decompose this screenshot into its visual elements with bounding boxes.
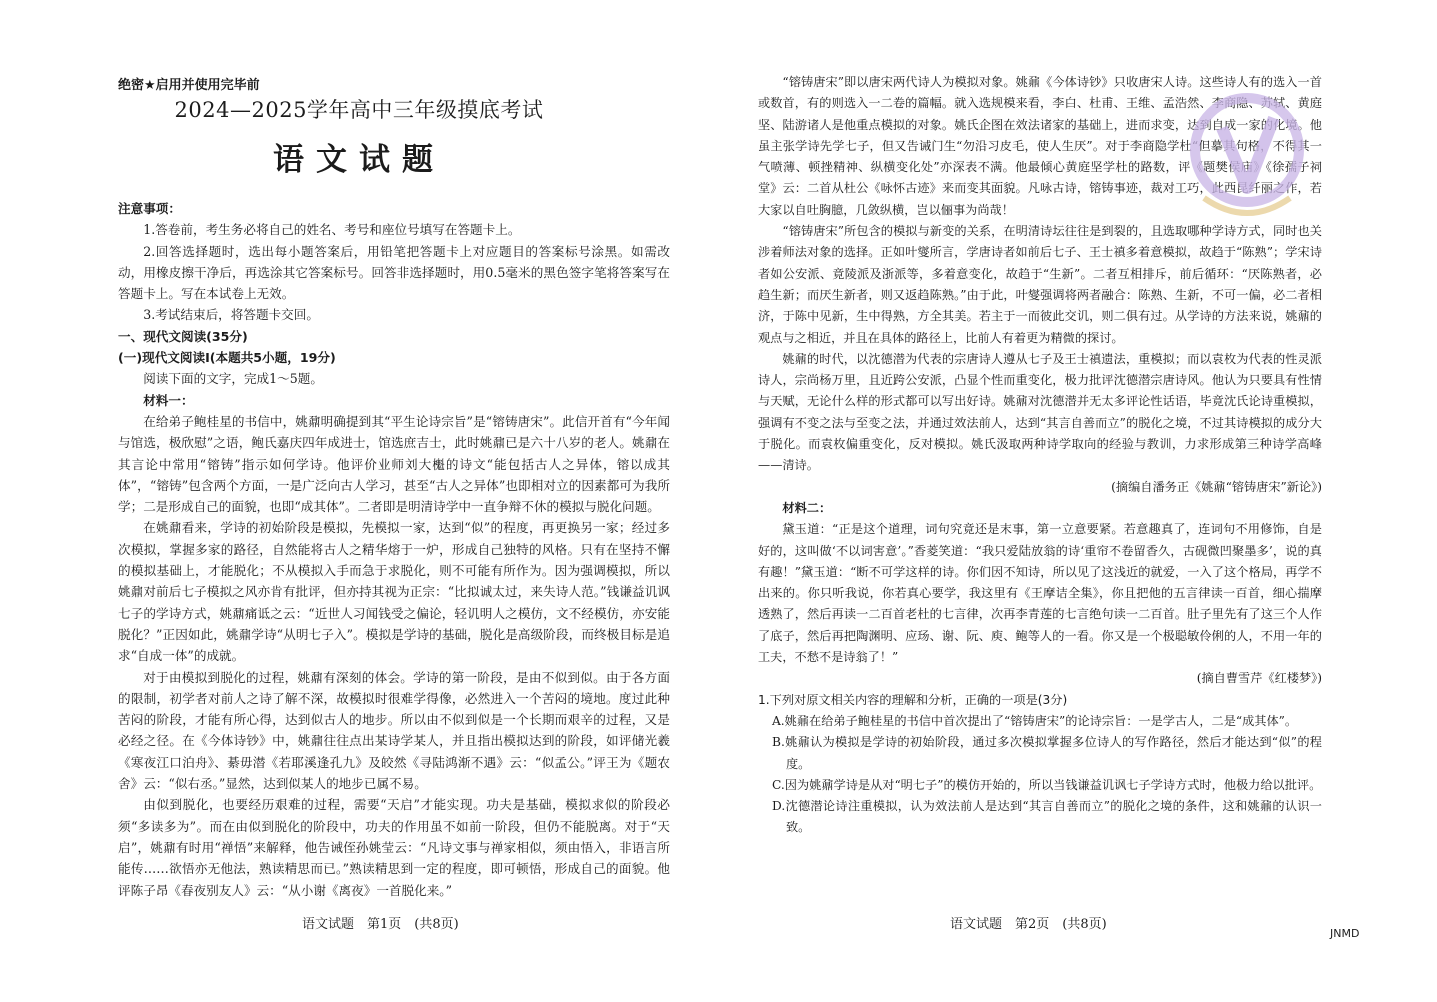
material-1-label: 材料一：	[143, 392, 194, 408]
exam-title: 2024—2025学年高中三年级摸底考试	[174, 98, 544, 122]
notice-item: 2.回答选择题时，选出每小题答案后，用铅笔把答题卡上对应题目的答案标号涂黑。如需改动，用橡皮擦干净后，再选涂其它答案标号。回答非选择题时，用0.5毫米的黑色签字笔将答案写在答题卡上。写在本试卷上无效。	[118, 243, 670, 302]
material-2-text: 黛玉道：“正是这个道理，词句究竟还是末事，第一立意要紧。若意趣真了，连词句不用修饰，自是好的，这叫做‘不以词害意’。”香菱笑道：“我只爱陆放翁的诗‘重帘不卷留香久，古砚微凹聚墨多’，说的真有趣！”黛玉道：“断不可学这样的诗。你们因不知诗，所以见了这浅近的就爱，一入了这个格局，再学不出来的。你只听我说，你若真心要学，我这里有《王摩诘全集》，你且把他的五言律读一百首，细心揣摩透熟了，然后再读一二百首老杜的七言律，次再李青莲的七言绝句读一二百首。肚子里先有了这三个人作了底子，然后再把陶渊明、应玚、谢、阮、庾、鲍等人的一看。你又是一个极聪敏伶俐的人，不用一年的工夫，不愁不是诗翁了！”	[758, 522, 1322, 665]
notice-item: 1.答卷前，考生务必将自己的姓名、考号和座位号填写在答题卡上。	[143, 222, 521, 238]
sub-heading: (一)现代文阅读Ⅰ(本题共5小题，19分)	[118, 350, 336, 366]
watermark-logo-icon	[1182, 88, 1312, 228]
question-option: C.因为姚鼐学诗是从对“明七子”的模仿开始的，所以当钱谦益讥讽七子学诗方式时，他极力给以批评。	[772, 777, 1322, 792]
page-2-footer: 语文试题 第2页 (共8页)	[950, 917, 1107, 932]
question-option: B.姚鼐认为模拟是学诗的初始阶段，通过多次模拟掌握多位诗人的写作路径，然后才能达到“似”的程度。	[772, 735, 1322, 771]
paragraph: “镕铸唐宋”所包含的模拟与新变的关系，在明清诗坛往往是到裂的，且选取哪种学诗方式，同时也关涉着师法对象的选择。正如叶燮所言，学唐诗者如前后七子、王士禛多着意模拟，故趋于“陈熟”；学宋诗者如公安派、竟陵派及浙派等，多着意变化，故趋于“生新”。二者互相排斥，前后循环：“厌陈熟者，必趋生新；而厌生新者，则又返趋陈熟。”由于此，叶燮强调将两者融合：陈熟、生新，不可一偏，必二者相济，于陈中见新，生中得熟，方全其美。若主于一而彼此交讥，则二俱有过。从学诗的方法来说，姚鼐的观点与之相近，并且在具体的路径上，比前人有着更为精微的探讨。	[758, 224, 1322, 345]
subject-title: 语文试题	[273, 142, 445, 178]
section-heading: 一、现代文阅读(35分)	[118, 328, 248, 344]
paragraph: 姚鼐的时代，以沈德潜为代表的宗唐诗人遵从七子及王士禛遗法，重模拟；而以袁枚为代表的性灵派诗人，宗尚杨万里，且近跨公安派，凸显个性而重变化，极力批评沈德潜宗唐诗风。他认为只要具有性情与天赋，无论什么样的形式都可以写出好诗。姚鼐对沈德潜并无太多评论性话语，毕竟沈氏论诗重模拟，强调有不变之法与至变之法，并通过效法前人，达到“其言自善而立”的脱化之境，不过其诗模拟的成分大于脱化。而袁枚偏重变化，反对模拟。姚氏汲取两种诗学取向的经验与教训，力求形成第三种诗学高峰——清诗。	[758, 351, 1322, 473]
corner-mark: JNMD	[1330, 927, 1360, 940]
paragraph: 在给弟子鲍桂星的书信中，姚鼐明确提到其“平生论诗宗旨”是“镕铸唐宋”。此信开首有“今年闻与馆选，极欣慰”之语，鲍氏嘉庆四年成进士，馆选庶吉士，此时姚鼐已是六十八岁的老人。姚鼐在其言论中常用“镕铸”指示如何学诗。他评价业师刘大櫆的诗文“能包括古人之异体，镕以成其体”，“镕铸”包含两个方面，一是广泛向古人学习，甚至“古人之异体”也即相对立的因素都可为我所学；二是形成自己的面貌，也即“成其体”。二者即是明清诗学中一直争辩不休的模拟与脱化问题。	[118, 413, 670, 515]
source-citation: (摘编自潘务正《姚鼐“镕铸唐宋”新论》)	[1111, 479, 1322, 494]
secret-label: 绝密★启用并使用完毕前	[118, 78, 260, 93]
paragraph: 对于由模拟到脱化的过程，姚鼐有深刻的体会。学诗的第一阶段，是由不似到似。由于各方面的限制，初学者对前人之诗了解不深，故模拟时很难学得像，必然进入一个苦闷的境地。度过此种苦闷的阶段，才能有所心得，达到似古人的地步。所以由不似到似是一个长期而艰辛的过程，又是必经之径。在《今体诗钞》中，姚鼐往往点出某诗学某人，并且指出模拟达到的阶段，如评储光羲《寒夜江口泊舟》、綦毋潜《若耶溪逢孔九》及皎然《寻陆鸿渐不遇》云：“似孟公。”评王为《题农舍》云：“似右丞。”显然，达到似某人的地步已属不易。	[118, 669, 670, 792]
page-1-footer: 语文试题 第1页 (共8页)	[302, 917, 459, 932]
paragraph: “镕铸唐宋”即以唐宋两代诗人为模拟对象。姚鼐《今体诗钞》只收唐宋人诗。这些诗人有的选入一首或数首，有的则选入一二卷的篇幅。就入选规模来看，李白、杜甫、王维、孟浩然、李商隐、苏轼、黄庭坚、陆游诸人是他重点模拟的对象。姚氏企图在效法诸家的基础上，进而求变，达到自成一家的化境。他虽主张学诗先学七子，但又告诫门生“勿沿习皮毛，使人生厌”。对于李商隐学杜“但摹其句格，不得其一气喷薄、顿挫精神、纵横变化处”亦深表不满。他最倾心黄庭坚学杜的路数，评《题樊侯庙》《徐孺子祠堂》云：二首从杜公《咏怀古迹》来而变其面貌。凡咏古诗，镕铸事迹，裁对工巧，此西昆纤丽之作，若大家以自吐胸臆，几敛纵横，岂以俪事为尚哉！	[758, 75, 1322, 217]
source-citation: (摘自曹雪芹《红楼梦》)	[1196, 671, 1322, 686]
question-option: A.姚鼐在给弟子鲍桂星的书信中首次提出了“镕铸唐宋”的论诗宗旨：一是学古人，二是“成其体”。	[772, 713, 1298, 728]
question-option: D.沈德潜论诗注重模拟，认为效法前人是达到“其言自善而立”的脱化之境的条件，这和姚鼐的认识一致。	[772, 799, 1322, 835]
notice-heading: 注意事项：	[118, 201, 181, 216]
page-1-body	[118, 198, 670, 901]
paragraph: 在姚鼐看来，学诗的初始阶段是模拟，先模拟一家，达到“似”的程度，再更换另一家；经过多次模拟，掌握多家的路径，自然能将古人之精华熔于一炉，形成自己独特的风格。只有在坚持不懈的模拟基础上，才能脱化；不从模拟入手而急于求脱化，则不可能有所作为。因为强调模拟，所以姚鼐对前后七子模拟之风亦肯有批评，但亦持其视为正宗：“比拟诚太过，来失诗人范。”钱谦益讥讽七子的学诗方式，姚鼐痛诋之云：“近世人习闻钱受之偏论，轻讥明人之模仿，文不经模仿，亦安能脱化？”正因如此，姚鼐学诗“从明七子入”。模拟是学诗的基础，脱化是高级阶段，而终极目标是追求“自成一体”的成就。	[118, 520, 670, 664]
page-1	[0, 0, 718, 1002]
page-2	[718, 0, 1437, 1002]
instruction: 阅读下面的文字，完成1～5题。	[143, 371, 323, 387]
notice-item: 3.考试结束后，将答题卡交回。	[143, 307, 319, 323]
material-2-label: 材料二：	[782, 500, 832, 515]
paragraph: 由似到脱化，也要经历艰难的过程，需要“天启”才能实现。功夫是基础，模拟求似的阶段必须“多读多为”。而在由似到脱化的阶段中，功夫的作用虽不如前一阶段，但仍不能脱离。对于“天启”，姚鼐有时用“禅悟”来解释，他告诫侄孙姚莹云：“凡诗文事与禅家相似，须由悟入，非语言所能传……欲悟亦无他法，熟读精思而已。”熟读精思到一定的程度，即可顿悟，形成自己的面貌。他评陈子昂《春夜别友人》云：“从小谢《离夜》一首脱化来。”	[118, 797, 670, 898]
question-1: 1.下列对原文相关内容的理解和分析，正确的一项是(3分)	[758, 692, 1068, 707]
